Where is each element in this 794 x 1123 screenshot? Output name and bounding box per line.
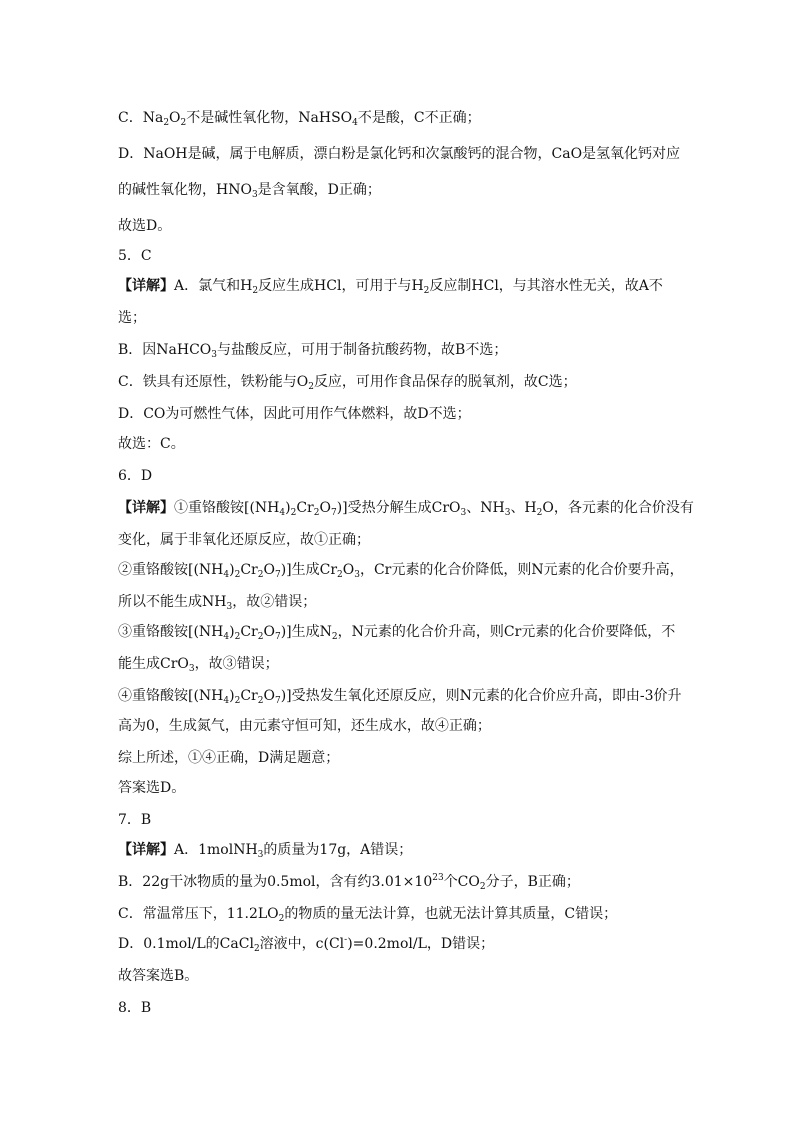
text-line: 故答案选B。: [118, 968, 199, 984]
text-line: 【详解】A．氯气和$H_2$反应生成HCl，可用于与$H_2$反应制HCl，与其溶水性无关，故A不: [118, 278, 663, 296]
text-line: ②重铬酸铵$[(NH_4)_2Cr_2O_7)$]生成$Cr_2O_3$，Cr元素的化合价降低，则N元素的化合价要升高，: [118, 562, 684, 580]
detail-tag: 【详解】: [118, 278, 174, 294]
question-number: 5．C: [118, 248, 152, 264]
text-line: 答案选D。: [118, 780, 186, 796]
text-line: C．铁具有还原性，铁粉能与$O_2$反应，可用作食品保存的脱氧剂，故C选；: [118, 374, 577, 392]
text-line: D．NaOH是碱，属于电解质，漂白粉是氯化钙和次氯酸钙的混合物，CaO是氢氧化钙对应: [118, 146, 681, 162]
text-line: C．$Na_2O_2$不是碱性氧化物，NaHSO$_4$不是酸，C不正确；: [118, 110, 481, 128]
question-number: 6．D: [118, 468, 153, 484]
text-line: C．常温常压下，$11.2LO_2$的物质的量无法计算，也就无法计算其质量，C错误；: [118, 906, 618, 924]
text-line: D．0.1mol/L的CaCl$_2$溶液中，c(Cl-)=0.2mol/L，D错误；: [118, 935, 495, 954]
text-line: 的碱性氧化物，$HNO_3$是含氧酸，D正确；: [118, 182, 381, 200]
text-line: 综上所述，①④正确，D满足题意；: [118, 750, 340, 766]
text-line: 故选：C。: [118, 436, 185, 452]
text-line: ③重铬酸铵$[(NH_4)_2Cr_2O_7)$]生成$N_2$，N元素的化合价升高，则Cr元素的化合价要降低，不: [118, 624, 676, 642]
text-line: 变化，属于非氧化还原反应，故①正确；: [118, 532, 370, 548]
question-number: 7．B: [118, 812, 152, 828]
text-line: B．因NaHCO$_3$与盐酸反应，可用于制备抗酸药物，故B不选；: [118, 342, 508, 360]
detail-tag: 【详解】: [118, 842, 174, 858]
text-line: 选；: [118, 310, 146, 326]
text-line: 故选D。: [118, 218, 172, 234]
text-line: B．22g干冰物质的量为0.5mol，含有约$3.01\times 10^{23}$个$CO_2$分子，B正确；: [118, 873, 580, 892]
text-line: D．CO为可燃性气体，因此可用作气体燃料，故D不选；: [118, 406, 471, 422]
text-line: 【详解】A．1molNH$_3$的质量为17g，A错误；: [118, 842, 413, 860]
text-line: 高为0，生成氮气，由元素守恒可知，还生成水，故④正确；: [118, 718, 491, 734]
text-line: 能生成CrO$_3$，故③错误；: [118, 656, 279, 674]
text-line: 所以不能生成$NH_3$，故②错误；: [118, 594, 317, 612]
text-line: ④重铬酸铵$[(NH_4)_2Cr_2O_7)$]受热发生氧化还原反应，则N元素的化合价应升高，即由-3价升: [118, 688, 682, 706]
detail-tag: 【详解】: [118, 500, 174, 516]
question-number: 8．B: [118, 1000, 152, 1016]
text-line: 【详解】①重铬酸铵$[(NH_4)_2Cr_2O_7)$]受热分解生成CrO$_3$、$NH_3$、$H_2O$，各元素的化合价没有: [118, 500, 694, 518]
